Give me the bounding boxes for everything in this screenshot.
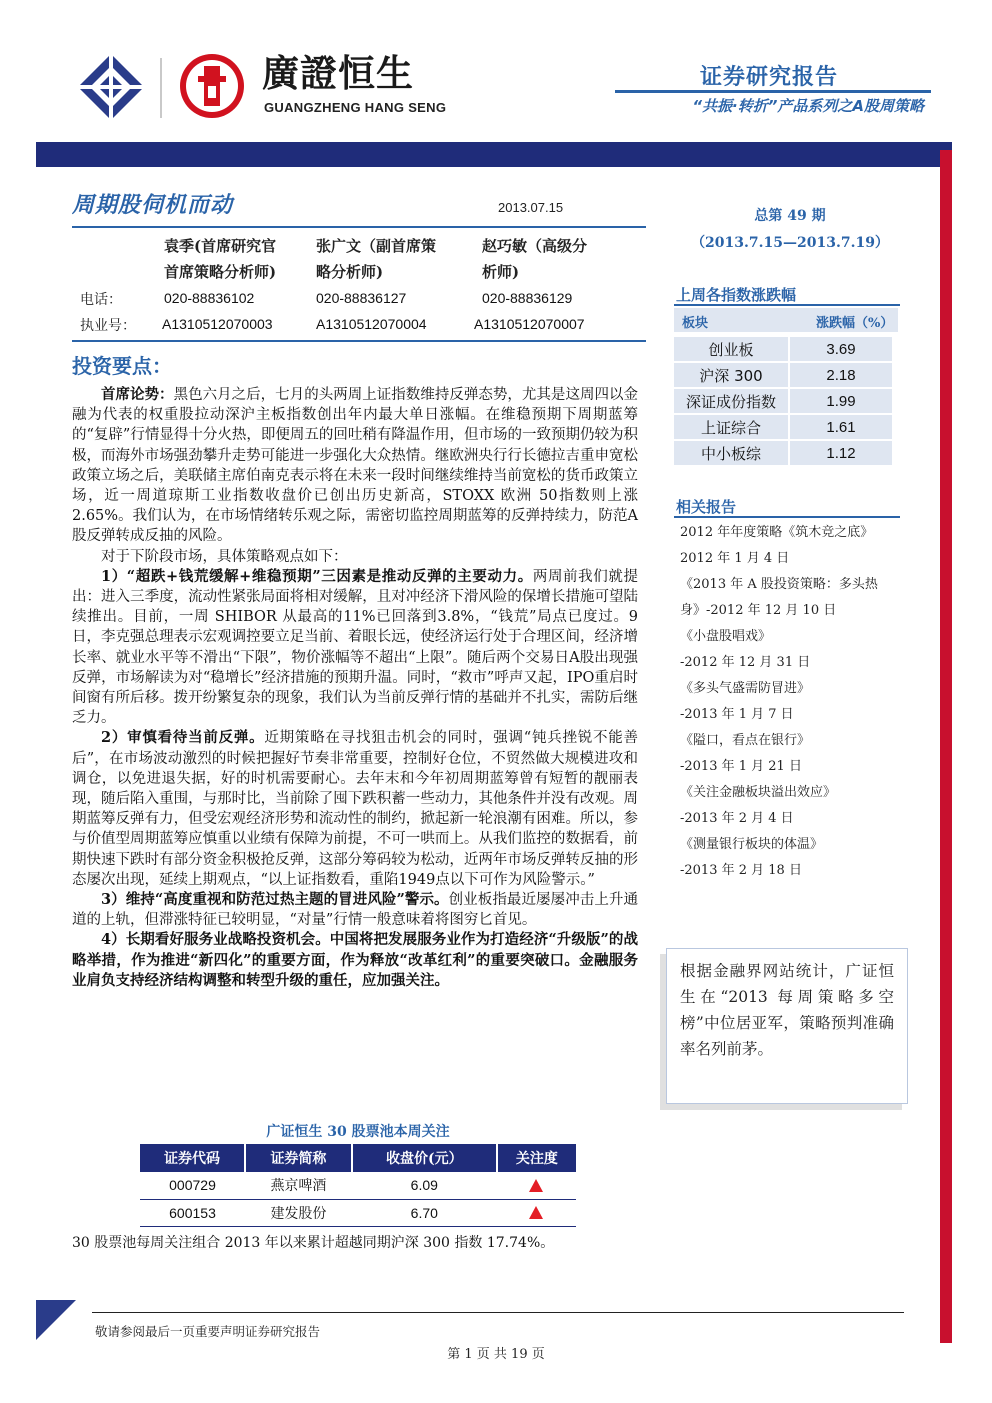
table-row — [674, 389, 892, 413]
stock-code: 000729 — [140, 1172, 245, 1199]
table-row — [674, 337, 892, 361]
index-value: 3.69 — [788, 337, 892, 361]
analyst-2-phone: 020-88836127 — [316, 290, 407, 306]
table-row — [140, 1172, 576, 1199]
table-row — [674, 415, 892, 439]
list-item: 2012 年 1 月 4 日 — [680, 551, 790, 566]
analyst-1-line1: 袁季(首席研究官 — [164, 237, 277, 255]
list-item: -2013 年 1 月 21 日 — [680, 759, 802, 774]
list-item: -2012 年 12 月 31 日 — [680, 655, 811, 670]
index-name: 创业板 — [674, 337, 788, 361]
analyst-2-license: A1310512070004 — [316, 316, 427, 332]
table-row — [674, 441, 892, 465]
analyst-1 — [164, 233, 276, 285]
company-logo-icon — [76, 52, 146, 122]
right-accent-bar — [940, 150, 952, 1343]
list-item: 《多头气盛需防冒进》 — [680, 681, 811, 696]
analyst-1-line2: 首席策略分析师) — [164, 263, 277, 281]
main-body — [72, 385, 638, 991]
paragraph-text: 近期策略在寻找狙击机会的同时，强调“钝兵挫锐不能善后”，在市场波动激烈的时候把握好节奏非常重要，控制好仓位，不贸然做大规模进攻和调仓，以免进退失据，好的时机需要耐心。去年末和今年初周期蓝筹曾有短暂的靓丽表现，随后陷入重围，与那时比，当前除了囤下跌积蓄一些动力，其他条件并没有改观。周期蓝筹反弹有力，但受宏观经济形势和流动性的制约，掀起新一轮浪潮有困难。所以，参与价值型周期蓝筹应慎重以业绩有保障为前提，不可一哄而上。从我们监控的数据看，前期快速下跌时有部分资金积极抢反弹，这部分筹码较为松动，近两年市场反弹转反抽的形态屡次出现，延续上期观点，“以上证指数看，重陷1949点以下可作为风险警示。” — [72, 730, 638, 888]
attention-cell — [497, 1172, 576, 1199]
paragraph-text: 两周前我们就提出：进入三季度，流动性紧张局面将相对缓解，且对冲经济下滑风险的保增长措施可望陆续推出。目前，一周 SHIBOR 从最高的11%已回落到3.8%，“钱荒”局点已度过。9日，李克强总理表示宏观调控要立足当前、着眼长远，使经济运行处于合理区间，经济增长率、就业水平等不滑出“下限”，物价涨幅等不超出“上限”。随后两个交易日A股出现强反弹，市场解读为对“稳增长”经济措施的预期升温。同时，“救市”呼声又起，IPO重启时间窗有所后移。拨开纷繁复杂的现象，我们认为当前反弹行情的基础并不扎实，需防后继乏力。 — [72, 568, 638, 727]
report-type: 证券研究报告 — [700, 65, 839, 90]
list-item: -2013 年 1 月 7 日 — [680, 707, 794, 722]
company-name-en: GUANGZHENG HANG SENG — [264, 100, 447, 115]
doc-title: 周期股伺机而动 — [72, 192, 234, 218]
index-heading-rule — [674, 304, 900, 306]
logo-separator — [160, 58, 162, 118]
stock-pool-table — [140, 1144, 576, 1227]
paragraph-text: 创业板指最近屡屡冲击上升通道的上轨，但滞涨特征已较明显，“对量”行情一般意味着将图穷匕首见。 — [72, 892, 638, 929]
analyst-3-line2: 析师) — [482, 263, 520, 281]
stock-name: 建发股份 — [245, 1199, 352, 1226]
list-item: -2013 年 2 月 18 日 — [680, 863, 802, 878]
report-series: “共振·转折”产品系列之A股周策略 — [692, 97, 924, 115]
col-price: 收盘价(元） — [352, 1144, 497, 1172]
footer-disclaimer: 敬请参阅最后一页重要声明证券研究报告 — [95, 1324, 321, 1339]
index-value: 1.99 — [788, 389, 892, 413]
paragraph-lead: 首席论势： — [101, 386, 174, 403]
list-item: 《测量银行板块的体温》 — [680, 837, 824, 852]
issue-number: 总第 49 期 — [754, 208, 826, 224]
phone-label: 电话： — [80, 292, 122, 308]
doc-date: 2013.07.15 — [498, 200, 564, 215]
list-item: 《2013 年 A 股投资策略：多头热 — [680, 577, 878, 592]
index-table-header — [674, 308, 898, 332]
stock-price: 6.09 — [352, 1172, 497, 1199]
list-item: 《隘口，看点在银行》 — [680, 733, 811, 748]
analyst-2-line1: 张广文（副首席策 — [316, 237, 437, 255]
analyst-1-phone: 020-88836102 — [164, 290, 255, 306]
stock-name: 燕京啤酒 — [245, 1172, 352, 1199]
list-item: 2012 年年度策略《筑木竞之底》 — [680, 525, 874, 540]
table-row — [674, 363, 892, 387]
index-value: 1.12 — [788, 441, 892, 465]
company-name-cn: 廣證恒生 — [262, 52, 414, 95]
index-table — [674, 335, 892, 467]
list-item: -2013 年 2 月 4 日 — [680, 811, 794, 826]
analyst-2 — [316, 233, 436, 285]
paragraph-point-4 — [72, 930, 638, 991]
paragraph-lead: 1）“超跌+钱荒缓解+维稳预期”三因素是推动反弹的主要动力。 — [101, 567, 533, 585]
footer-rule — [92, 1312, 904, 1313]
reports-heading: 相关报告 — [676, 498, 737, 516]
issue-range: （2013.7.15—2013.7.19） — [691, 235, 889, 251]
stock-code: 600153 — [140, 1199, 245, 1226]
hang-seng-badge-icon — [178, 52, 246, 120]
col-code: 证券代码 — [140, 1144, 245, 1172]
paragraph-text: 黑色六月之后，七月的头两周上证指数维持反弹态势，尤其是这周四以金融为代表的权重股拉动深沪主板指数创出年内最大单日涨幅。在维稳预期下周期蓝筹的“复辟”行情显得十分火热，即便周五的回吐稍有降温作用，但市场的一致预期仍较为积极，而海外市场强劲攀升走势可能进一步强化大众热情。继欧洲央行行长德拉吉重申宽松政策立场之后，美联储主席伯南克表示将在未来一段时间继续维持当前宽松的货币政策立场，近一周道琼斯工业指数收盘价已创出历史新高，STOXX 欧洲 50指数则上涨 2.65%。我们认为，在市场情绪转乐观之际，需密切监控周期蓝筹的反弹持续力，防范A股反弹转成反抽的风险。 — [72, 387, 639, 545]
title-rule — [72, 226, 646, 228]
index-value: 1.61 — [788, 415, 892, 439]
paragraph-chief-view — [72, 385, 638, 547]
index-name: 深证成份指数 — [674, 389, 788, 413]
paragraph-lead: 2）审慎看待当前反弹。 — [101, 729, 265, 747]
index-col-change: 涨跌幅（%） — [816, 316, 894, 331]
list-item: 《关注金融板块溢出效应》 — [680, 785, 837, 800]
footer-corner-mark — [36, 1300, 76, 1340]
attention-cell — [497, 1199, 576, 1226]
paragraph-lead: 3）维持“高度重视和防范过热主题的冒进风险”警示。 — [101, 891, 449, 909]
license-label: 执业号： — [80, 318, 136, 334]
header-rule — [615, 90, 931, 93]
section-heading: 投资要点： — [72, 354, 172, 378]
paragraph-point-3 — [72, 890, 638, 930]
list-item: 身》-2012 年 12 月 10 日 — [680, 603, 837, 618]
index-heading: 上周各指数涨跌幅 — [676, 286, 797, 304]
paragraph-point-1 — [72, 567, 638, 729]
analyst-1-license: A1310512070003 — [162, 316, 273, 332]
table-row — [140, 1199, 576, 1226]
paragraph-intro — [72, 547, 638, 567]
up-triangle-icon — [529, 1206, 543, 1219]
analyst-2-line2: 略分析师) — [316, 263, 384, 281]
table-header-row — [140, 1144, 576, 1172]
index-name: 沪深 300 — [674, 363, 788, 387]
paragraph-text: 对于下阶段市场，具体策略观点如下： — [101, 548, 348, 565]
analyst-3-line1: 赵巧敏（高级分 — [482, 237, 588, 255]
paragraph-point-2 — [72, 728, 638, 890]
pool-caption: 广证恒生 30 股票池本周关注 — [266, 1124, 450, 1140]
col-attention: 关注度 — [497, 1144, 576, 1172]
up-triangle-icon — [529, 1179, 543, 1192]
header-band — [36, 142, 952, 167]
paragraph-lead: 4）长期看好服务业战略投资机会。中国将把发展服务业作为打造经济“升级版”的战略举措，作为推进“新四化”的重要方面，作为释放“改革红利”的重要突破口。金融服务业肩负支持经济结构调整和转型升级的重任，应加强关注。 — [72, 931, 638, 989]
index-col-board: 板块 — [682, 316, 709, 331]
stock-price: 6.70 — [352, 1199, 497, 1226]
pool-note: 30 股票池每周关注组合 2013 年以来累计超越同期沪深 300 指数 17.74%。 — [72, 1235, 555, 1251]
list-item: 《小盘股唱戏》 — [680, 629, 772, 644]
reports-heading-rule — [674, 516, 900, 518]
col-name: 证券简称 — [245, 1144, 352, 1172]
ranking-text: 根据金融界网站统计，广证恒生在“2013 每周策略多空榜”中位居亚军，策略预判准确率名列前茅。 — [680, 962, 894, 1058]
page-number: 第 1 页 共 19 页 — [447, 1347, 545, 1362]
analyst-3-phone: 020-88836129 — [482, 290, 573, 306]
index-value: 2.18 — [788, 363, 892, 387]
related-reports — [680, 520, 908, 884]
index-name: 中小板综 — [674, 441, 788, 465]
analyst-3-license: A1310512070007 — [474, 316, 585, 332]
analyst-3 — [482, 233, 587, 285]
analyst-rule — [72, 340, 646, 342]
index-name: 上证综合 — [674, 415, 788, 439]
